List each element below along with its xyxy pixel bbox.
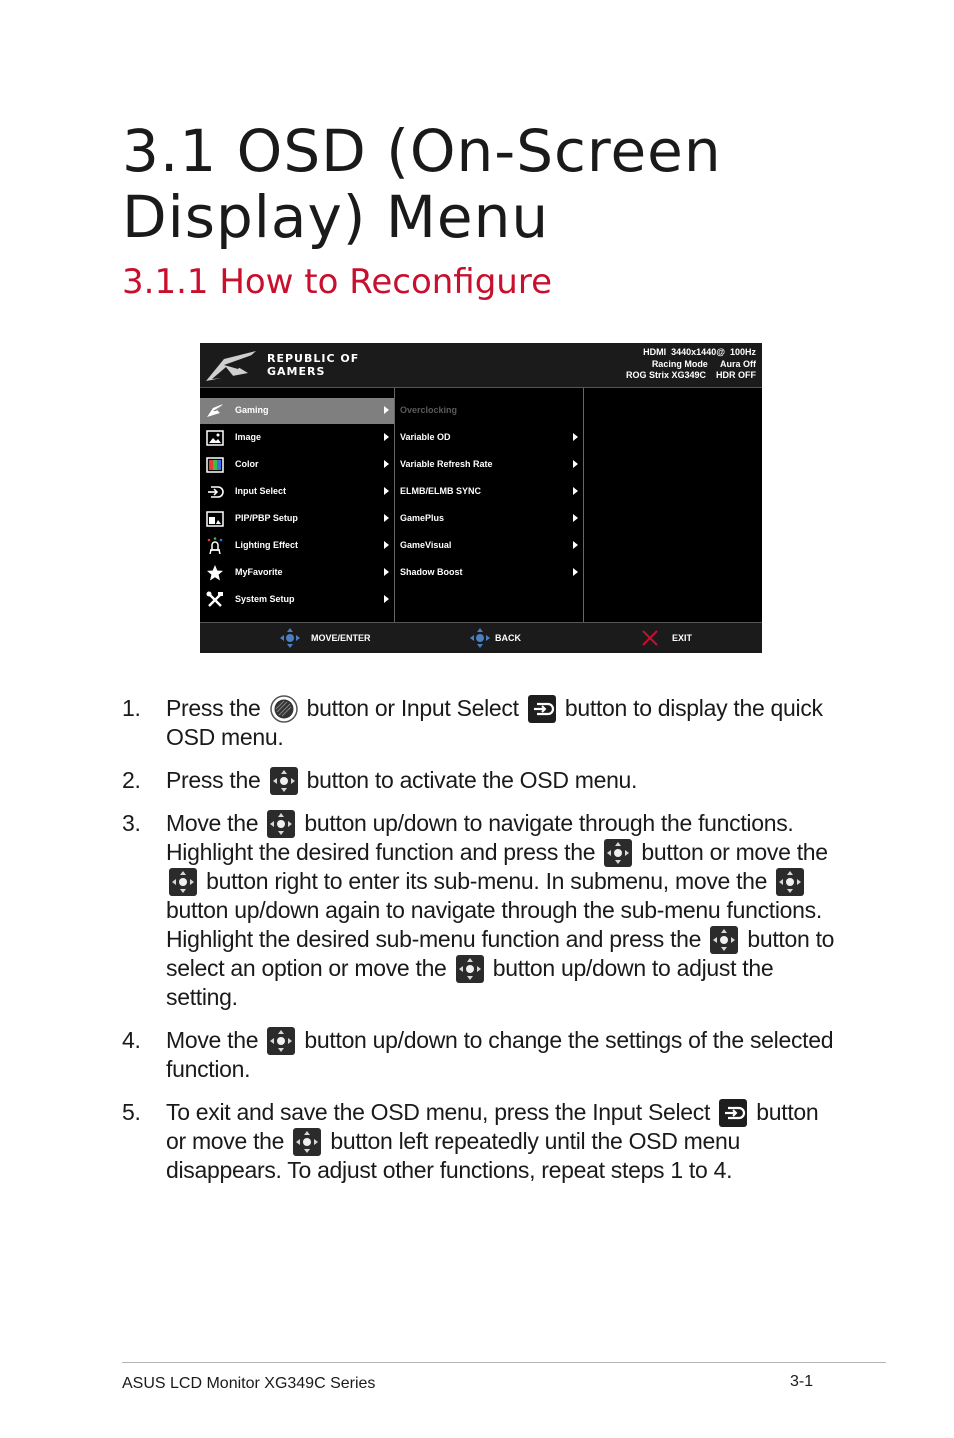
osd-footer xyxy=(200,622,762,653)
submenu-item-label: Overclocking xyxy=(400,405,458,415)
step-number: 2. xyxy=(122,767,141,793)
footer-back-label: BACK xyxy=(495,633,521,643)
step-text: Move the xyxy=(166,1027,259,1053)
menu-item-label: MyFavorite xyxy=(235,567,283,577)
menu-item-myfavorite[interactable] xyxy=(200,560,394,586)
gaming-icon xyxy=(206,402,224,420)
footer-move-enter-label: MOVE/ENTER xyxy=(311,633,371,643)
section-title: 3.1.1 How to Reconfigure xyxy=(122,262,552,302)
step-5 xyxy=(122,1098,842,1185)
step-text: button up/down to adjust the setting. xyxy=(166,955,774,1010)
menu-item-label: Image xyxy=(235,432,262,442)
joystick-button-icon xyxy=(456,955,484,983)
chevron-right-icon xyxy=(384,541,389,549)
step-text: button to display the quick OSD menu. xyxy=(166,695,823,750)
submenu-item-label: Variable Refresh Rate xyxy=(400,459,493,469)
joystick-button-icon xyxy=(776,868,804,896)
chevron-right-icon xyxy=(384,406,389,414)
menu-item-label: Gaming xyxy=(235,405,269,415)
rog-brand-text xyxy=(267,352,359,378)
step-number: 4. xyxy=(122,1027,141,1053)
chevron-right-icon xyxy=(384,595,389,603)
brand-line-1: REPUBLIC OF xyxy=(267,352,360,365)
step-text: button or move the xyxy=(641,839,828,865)
menu-item-system-setup[interactable] xyxy=(200,587,394,613)
menu-item-lighting-effect[interactable] xyxy=(200,533,394,559)
step-text: button up/down again to navigate through the sub-menu functions. Highlight the desired sub-menu function and press the xyxy=(166,897,822,952)
page-number: 3-1 xyxy=(790,1373,814,1390)
submenu-item-label: ELMB/ELMB SYNC xyxy=(400,486,481,496)
step-number: 1. xyxy=(122,695,141,721)
page-title xyxy=(122,118,882,250)
chevron-right-icon xyxy=(573,460,578,468)
step-text: Move the xyxy=(166,810,259,836)
submenu-item-gameplus[interactable] xyxy=(395,506,583,532)
joystick-button-icon xyxy=(604,839,632,867)
input-select-button-icon xyxy=(719,1099,747,1127)
osd-main-menu xyxy=(200,388,395,622)
status-model-hdr: ROG Strix XG349C HDR OFF xyxy=(625,370,756,380)
step-text: button up/down to change the settings of the selected function. xyxy=(166,1027,834,1082)
submenu-item-label: GamePlus xyxy=(400,513,445,523)
chevron-right-icon xyxy=(384,433,389,441)
lighting-effect-icon xyxy=(206,537,224,555)
submenu-item-label: Variable OD xyxy=(400,432,451,442)
osd-submenu xyxy=(395,388,584,622)
step-3 xyxy=(122,809,842,1012)
step-text: button or move the xyxy=(166,1099,819,1154)
menu-item-image[interactable] xyxy=(200,425,394,451)
step-text: Press the xyxy=(166,767,261,793)
footer-product-name: ASUS LCD Monitor XG349C Series xyxy=(122,1375,376,1392)
step-text: button up/down to navigate through the functions. Highlight the desired function and press the xyxy=(166,810,794,865)
step-number: 5. xyxy=(122,1099,141,1125)
gamevisual-button-icon xyxy=(270,695,298,723)
step-text: button right to enter its sub-menu. In submenu, move the xyxy=(206,868,768,894)
step-text: button or Input Select xyxy=(306,695,519,721)
chevron-right-icon xyxy=(573,568,578,576)
submenu-item-gamevisual[interactable] xyxy=(395,533,583,559)
chevron-right-icon xyxy=(573,433,578,441)
step-4 xyxy=(122,1026,842,1084)
footer-divider xyxy=(122,1362,886,1363)
close-icon xyxy=(639,627,661,649)
joystick-button-icon xyxy=(270,767,298,795)
tools-icon xyxy=(206,591,224,609)
status-input-resolution: HDMI 3440x1440@ 100Hz xyxy=(643,347,756,357)
color-icon xyxy=(206,456,224,474)
osd-menu-screenshot xyxy=(200,343,762,652)
joystick-button-icon xyxy=(267,810,295,838)
status-mode-aura: Racing Mode Aura Off xyxy=(651,358,756,369)
joystick-button-icon xyxy=(267,1027,295,1055)
menu-item-label: Input Select xyxy=(235,486,287,496)
instruction-steps xyxy=(122,694,842,1199)
pip-pbp-icon xyxy=(206,510,224,528)
rog-eye-logo-icon xyxy=(204,347,264,385)
menu-item-label: Lighting Effect xyxy=(235,540,298,550)
menu-item-label: Color xyxy=(235,459,259,469)
input-select-icon xyxy=(206,483,224,501)
step-text: button left repeatedly until the OSD menu disappears. To adjust other functions, repeat steps 1 to 4. xyxy=(166,1128,740,1183)
step-2 xyxy=(122,766,842,795)
step-number: 3. xyxy=(122,810,141,836)
submenu-item-variable-od[interactable] xyxy=(395,425,583,451)
star-icon xyxy=(206,564,224,582)
osd-header xyxy=(200,343,762,388)
input-select-button-icon xyxy=(528,695,556,723)
joystick-button-icon xyxy=(169,868,197,896)
chevron-right-icon xyxy=(384,487,389,495)
chevron-right-icon xyxy=(384,460,389,468)
submenu-item-variable-refresh-rate[interactable] xyxy=(395,452,583,478)
step-text: To exit and save the OSD menu, press the Input Select xyxy=(166,1099,711,1125)
step-1 xyxy=(122,694,842,752)
brand-line-2: GAMERS xyxy=(267,365,326,378)
submenu-item-shadow-boost[interactable] xyxy=(395,560,583,586)
osd-options-panel xyxy=(584,388,762,622)
chevron-right-icon xyxy=(384,568,389,576)
joystick-button-icon xyxy=(293,1128,321,1156)
menu-item-color[interactable] xyxy=(200,452,394,478)
page-title-line-2: Display) Menu xyxy=(122,183,550,251)
chevron-right-icon xyxy=(573,487,578,495)
chevron-right-icon xyxy=(384,514,389,522)
osd-body xyxy=(200,388,762,622)
step-text: button to activate the OSD menu. xyxy=(306,767,638,793)
submenu-item-elmb[interactable] xyxy=(395,479,583,505)
joystick-move-icon xyxy=(279,627,301,649)
menu-item-input-select[interactable] xyxy=(200,479,394,505)
image-icon xyxy=(206,429,224,447)
submenu-item-overclocking xyxy=(395,398,583,424)
footer-exit-label: EXIT xyxy=(672,633,693,643)
submenu-item-label: Shadow Boost xyxy=(400,567,463,577)
menu-item-label: PIP/PBP Setup xyxy=(235,513,298,523)
joystick-button-icon xyxy=(710,926,738,954)
menu-item-pip-pbp[interactable] xyxy=(200,506,394,532)
submenu-item-label: GameVisual xyxy=(400,540,452,550)
menu-item-label: System Setup xyxy=(235,594,295,604)
menu-item-gaming[interactable] xyxy=(200,398,394,424)
joystick-back-icon xyxy=(469,627,491,649)
page-title-line-1: 3.1 OSD (On-Screen xyxy=(122,117,722,185)
step-text: Press the xyxy=(166,695,261,721)
osd-status xyxy=(626,347,756,382)
chevron-right-icon xyxy=(573,541,578,549)
chevron-right-icon xyxy=(573,514,578,522)
step-text: button to select an option or move the xyxy=(166,926,835,981)
